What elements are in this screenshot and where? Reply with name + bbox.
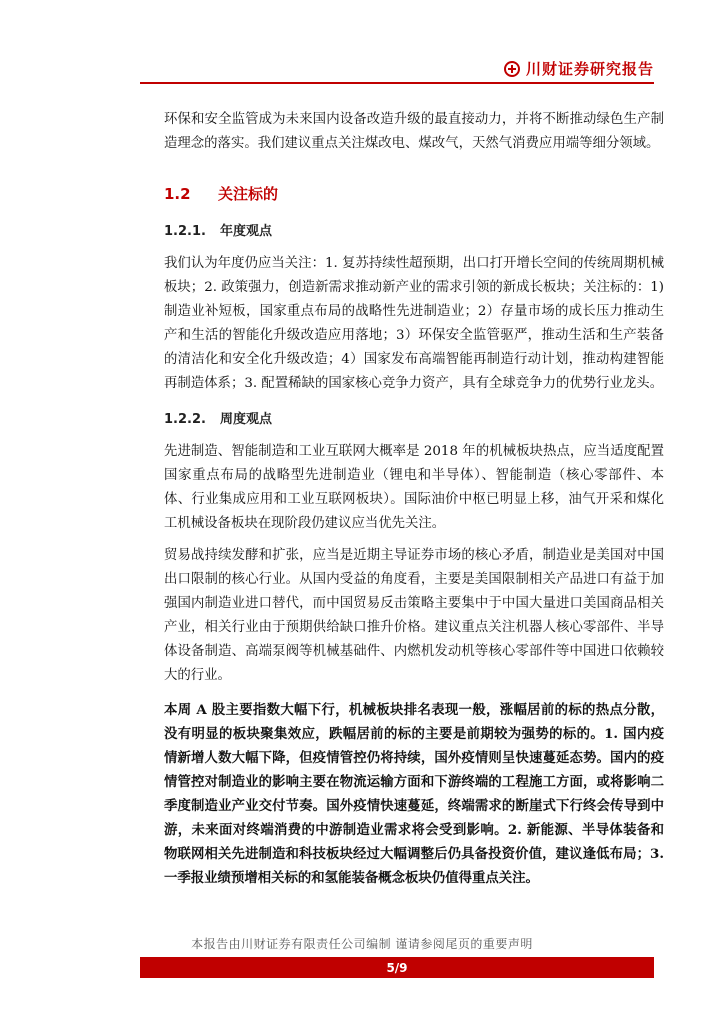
subsection-number: 1.2.2. bbox=[164, 412, 206, 427]
intro-paragraph: 环保和安全监管成为未来国内设备改造升级的最直接动力，并将不断推动绿色生产制造理念的落实。我们建议重点关注煤改电、煤改气，天然气消费应用端等细分领域。 bbox=[164, 112, 664, 151]
footer-disclaimer: 本报告由川财证券有限责任公司编制 谨请参阅尾页的重要声明 bbox=[191, 937, 533, 951]
page-number: 5/9 bbox=[386, 960, 408, 975]
page-header bbox=[0, 52, 724, 82]
company-title: 川财证券研究报告 bbox=[525, 60, 654, 78]
company-logo-icon bbox=[504, 61, 520, 77]
section-heading bbox=[164, 182, 664, 206]
subsection-title: 周度观点 bbox=[220, 412, 273, 427]
weekly-view-paragraph-3: 本周 A 股主要指数大幅下行，机械板块排名表现一般，涨幅居前的标的热点分散，没有明显的板块聚集效应，跌幅居前的标的主要是前期较为强势的标的。1. 国内疫情新增人数大幅下降，但疫情管控仍将持续，国外疫情则呈快速蔓延态势。国内的疫情管控对制造业的影响主要在物流运输方面和下游终端的工程施工方面，或将影响二季度制造业产业交付节奏。国外疫情快速蔓延，终端需求的断崖式下行终会传导到中游，未来面对终端消费的中游制造业需求将会受到影响。2. 新能源、半导体装备和物联网相关先进制造和科技板块经过大幅调整后仍具备投资价值，建议逢低布局；3. 一季报业绩预增相关标的和氢能装备概念板块仍值得重点关注。 bbox=[164, 702, 664, 886]
weekly-view-paragraph-1: 先进制造、智能制造和工业互联网大概率是 2018 年的机械板块热点，应当适度配置国家重点布局的战略型先进制造业（锂电和半导体）、智能制造（核心零部件、本体、行业集成应用和工业互联网板块）。国际油价中枢已明显上移，油气开采和煤化工机械设备板块在现阶段仍建议应当优先关注。 bbox=[164, 444, 664, 531]
section-number: 1.2 bbox=[164, 185, 191, 203]
annual-view-paragraph: 我们认为年度仍应当关注：1. 复苏持续性超预期，出口打开增长空间的传统周期机械板块；2. 政策强力，创造新需求推动新产业的需求引领的新成长板块；关注标的：1)制造业补短板，国家重点布局的战略性先进制造业；2）存量市场的成长压力推动生产和生活的智能化升级改造应用落地；3）环保安全监管驱严，推动生活和生产装备的清洁化和安全化升级改造；4）国家发布高端智能再制造行动计划，推动构建智能再制造体系；3. 配置稀缺的国家核心竞争力资产，具有全球竞争力的优势行业龙头。 bbox=[164, 256, 664, 391]
report-body bbox=[164, 108, 664, 890]
subsection-number: 1.2.1. bbox=[164, 224, 206, 239]
footer-page-bar bbox=[140, 957, 654, 978]
subsection-heading-weekly bbox=[164, 408, 664, 432]
header-brand bbox=[504, 58, 654, 79]
subsection-title: 年度观点 bbox=[220, 224, 273, 239]
weekly-view-paragraph-2: 贸易战持续发酵和扩张，应当是近期主导证券市场的核心矛盾，制造业是美国对中国出口限制的核心行业。从国内受益的角度看，主要是美国限制相关产品进口有益于加强国内制造业进口替代，而中国贸易反击策略主要集中于中国大量进口美国商品相关产业，相关行业由于预期供给缺口推升价格。建议重点关注机器人核心零部件、半导体设备制造、高端泵阀等机械基础件、内燃机发动机等核心零部件等中国进口依赖较大的行业。 bbox=[164, 548, 664, 683]
header-divider bbox=[140, 82, 654, 84]
section-title: 关注标的 bbox=[218, 185, 279, 203]
subsection-heading-annual bbox=[164, 220, 664, 244]
